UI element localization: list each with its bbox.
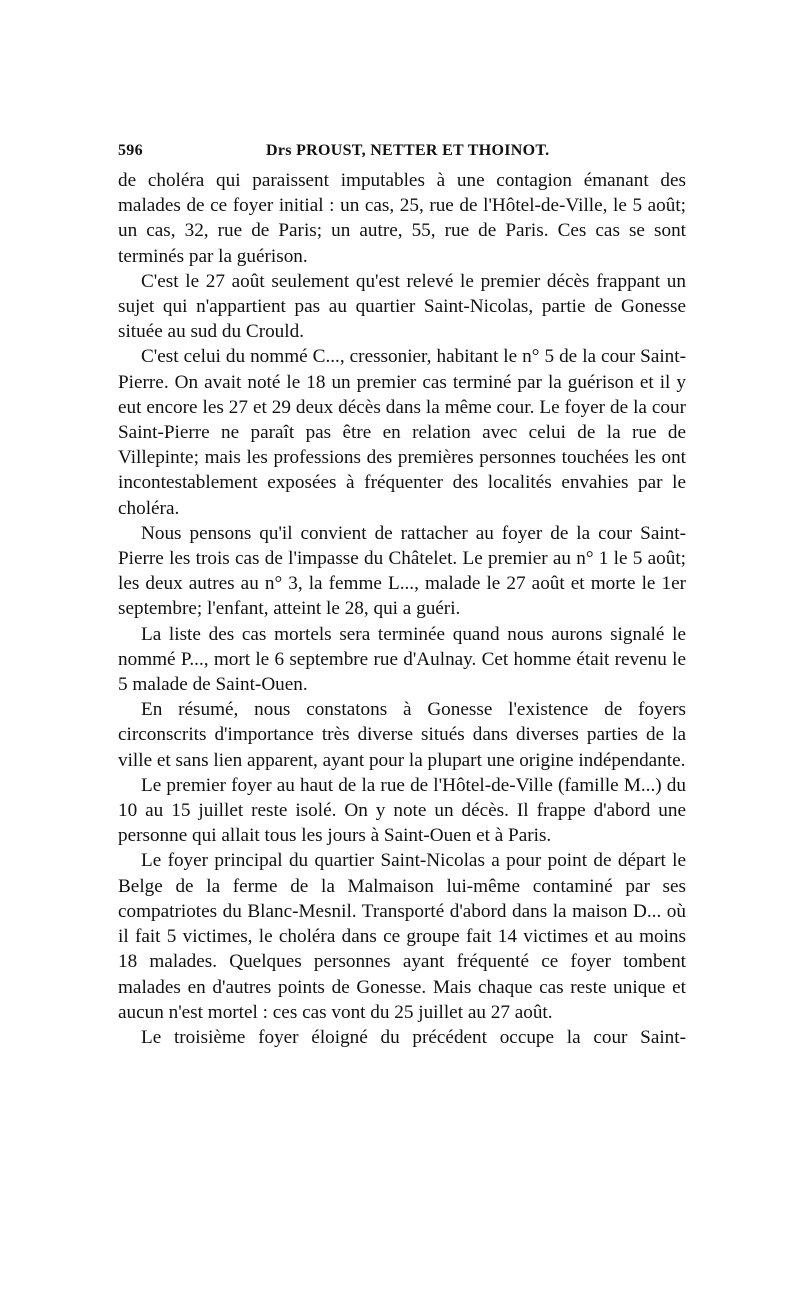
- running-title: Drs PROUST, NETTER ET THOINOT.: [266, 142, 550, 159]
- book-page: [118, 142, 686, 1050]
- paragraph: Nous pensons qu'il convient de rattacher au foyer de la cour Saint-Pierre les trois cas de l'impasse du Châtelet. Le premier au n° 1 le 5 août; les deux autres au n° 3, la femme L..., malade le 27 août et morte le 1er septembre; l'enfant, atteint le 28, qui a guéri.: [118, 522, 686, 620]
- paragraph: La liste des cas mortels sera terminée quand nous aurons signalé le nommé P..., mort le 6 septembre rue d'Aulnay. Cet homme était revenu le 5 malade de Saint-Ouen.: [118, 623, 686, 696]
- paragraph: Le premier foyer au haut de la rue de l'Hôtel-de-Ville (famille M...) du 10 au 15 juillet reste isolé. On y note un décès. Il frappe d'abord une personne qui allait tous les jours à Saint-Ouen et à Paris.: [118, 774, 686, 847]
- running-head: [118, 142, 686, 168]
- paragraph: C'est celui du nommé C..., cressonier, habitant le n° 5 de la cour Saint-Pierre. On avait noté le 18 un premier cas terminé par la guérison et il y eut encore les 27 et 29 deux décès dans la même cour. Le foyer de la cour Saint-Pierre ne paraît pas être en relation avec celui de la rue de Villepinte; mais les professions des premières personnes touchées les ont incontestablement exposées à fréquenter des localités envahies par le choléra.: [118, 346, 686, 519]
- page-number: 596: [118, 142, 143, 159]
- paragraph: Le troisième foyer éloigné du précédent occupe la cour Saint-: [141, 1026, 686, 1048]
- paragraph: de choléra qui paraissent imputables à une contagion émanant des malades de ce foyer initial : un cas, 25, rue de l'Hôtel-de-Ville, le 5 août; un cas, 32, rue de Paris; un autre, 55, rue de Paris. Ces cas se sont terminés par la guérison.: [118, 170, 686, 267]
- paragraph: En résumé, nous constatons à Gonesse l'existence de foyers circonscrits d'importance très diverse situés dans diverses parties de la ville et sans lien apparent, ayant pour la plupart une origine indépendante.: [118, 699, 686, 771]
- paragraph: C'est le 27 août seulement qu'est relevé le premier décès frappant un sujet qui n'appartient pas au quartier Saint-Nicolas, partie de Gonesse située au sud du Crould.: [118, 270, 686, 343]
- body-text: [118, 168, 686, 1050]
- paragraph: Le foyer principal du quartier Saint-Nicolas a pour point de départ le Belge de la ferme de la Malmaison lui-même contaminé par ses compatriotes du Blanc-Mesnil. Transporté d'abord dans la maison D... où il fait 5 victimes, le choléra dans ce groupe fait 14 victimes et au moins 18 malades. Quelques personnes ayant fréquenté ce foyer tombent malades en d'autres points de Gonesse. Mais chaque cas reste unique et aucun n'est mortel : ces cas vont du 25 juillet au 27 août.: [118, 850, 686, 1023]
